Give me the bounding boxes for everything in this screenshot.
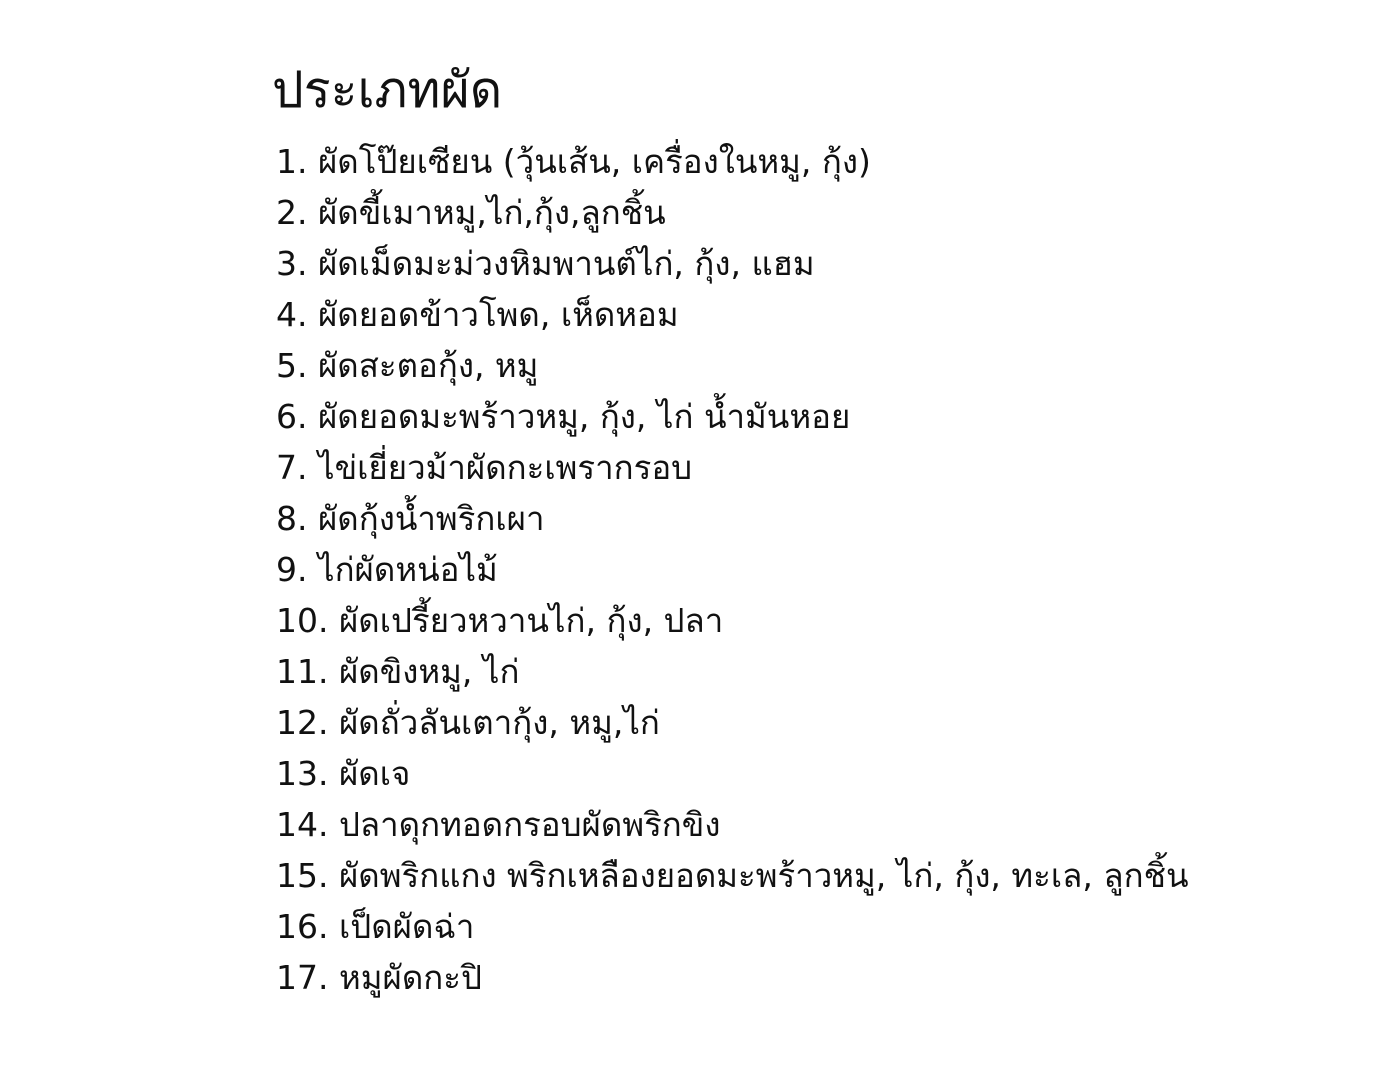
list-item: 17. หมูผัดกะปิ <box>276 958 482 997</box>
list-item: 9. ไก่ผัดหน่อไม้ <box>276 550 498 589</box>
list-item: 10. ผัดเปรี้ยวหวานไก่, กุ้ง, ปลา <box>276 601 724 640</box>
list-item: 11. ผัดขิงหมู, ไก่ <box>276 652 520 691</box>
list-item: 8. ผัดกุ้งน้ำพริกเผา <box>276 499 545 538</box>
list-item: 6. ผัดยอดมะพร้าวหมู, กุ้ง, ไก่ น้ำมันหอย <box>276 397 851 436</box>
list-item: 3. ผัดเม็ดมะม่วงหิมพานต์ไก่, กุ้ง, แฮม <box>276 244 815 283</box>
list-item: 5. ผัดสะตอกุ้ง, หมู <box>276 346 539 385</box>
list-item: 16. เป็ดผัดฉ่า <box>276 907 475 946</box>
page-title: ประเภทผัด <box>272 61 503 119</box>
list-item: 1. ผัดโป๊ยเซียน (วุ้นเส้น, เครื่องในหมู, กุ้ง) <box>276 142 871 181</box>
list-item: 7. ไข่เยี่ยวม้าผัดกะเพรากรอบ <box>276 448 693 487</box>
list-item: 15. ผัดพริกแกง พริกเหลืองยอดมะพร้าวหมู, ไก่, กุ้ง, ทะเล, ลูกชิ้น <box>276 856 1189 895</box>
list-item: 14. ปลาดุกทอดกรอบผัดพริกขิง <box>276 805 721 844</box>
document-page <box>272 58 1372 1003</box>
list-item: 4. ผัดยอดข้าวโพด, เห็ดหอม <box>276 295 679 334</box>
list-item: 12. ผัดถั่วลันเตากุ้ง, หมู,ไก่ <box>276 703 660 742</box>
stir-fry-menu-list <box>272 136 1372 1003</box>
list-item: 2. ผัดขี้เมาหมู,ไก่,กุ้ง,ลูกชิ้น <box>276 193 666 232</box>
list-item: 13. ผัดเจ <box>276 754 411 793</box>
